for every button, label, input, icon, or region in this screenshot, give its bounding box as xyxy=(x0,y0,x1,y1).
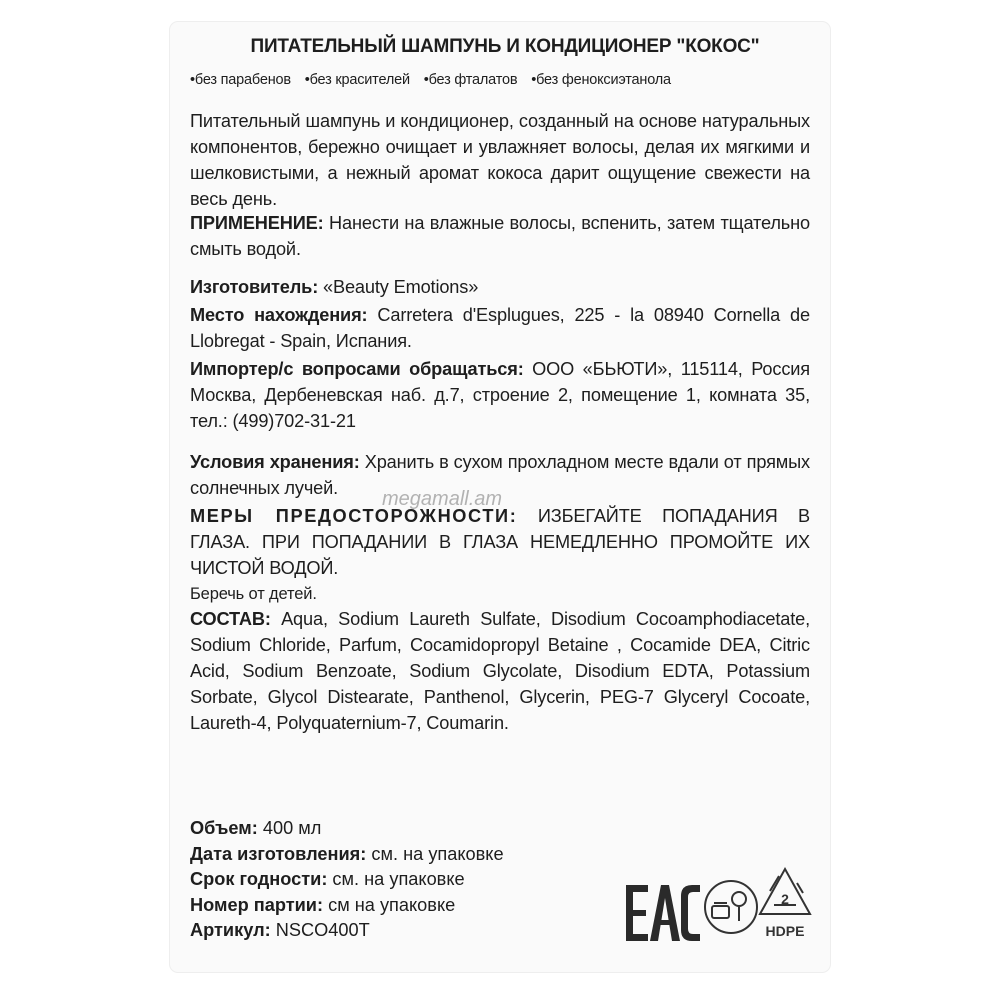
location-label: Место нахождения: xyxy=(190,305,368,325)
storage-text: Хранить в сухом прохладном месте вдали от прямых солнечных лучей. xyxy=(190,452,810,498)
claim-item: •без красителей xyxy=(304,72,410,88)
volume-label: Объем: xyxy=(190,818,258,838)
manufacturer-label: Изготовитель: xyxy=(190,277,319,297)
claim-item: •без фталатов xyxy=(423,72,518,88)
storage-label: Условия хранения: xyxy=(190,452,360,472)
volume-value: 400 мл xyxy=(257,818,322,838)
watermark: megamall.am xyxy=(382,488,503,510)
usage-text: Нанести на влажные волосы, вспенить, затем тщательно смыть водой. xyxy=(190,213,810,259)
article-value: NSCO400T xyxy=(270,920,370,940)
recycle-label: HDPE xyxy=(765,923,805,939)
eac-mark-icon xyxy=(626,885,700,941)
expiry-label: Срок годности: xyxy=(190,869,328,889)
composition-label: СОСТАВ: xyxy=(190,609,271,629)
importer-label: Импортер/с вопросами обращаться: xyxy=(190,359,524,379)
precautions-text: ИЗБЕГАЙТЕ ПОПАДАНИЯ В ГЛАЗА. ПРИ ПОПАДАНИИ В ГЛАЗА НЕМЕДЛЕННО ПРОМОЙТЕ ИХ ЧИСТОЙ ВОДОЙ. xyxy=(190,506,810,578)
location-text: Carretera d'Esplugues, 225 - la 08940 Cornella de Llobregat - Spain, Испания. xyxy=(190,305,810,351)
precautions-label: МЕРЫ ПРЕДОСТОРОЖНОСТИ: xyxy=(190,506,518,526)
cosmetics-jar-mirror-icon xyxy=(705,881,757,933)
claim-item: •без парабенов xyxy=(190,72,291,88)
product-title: ПИТАТЕЛЬНЫЙ ШАМПУНЬ И КОНДИЦИОНЕР "КОКОС" xyxy=(250,36,760,57)
claim-item: •без феноксиэтанола xyxy=(531,72,671,88)
children-warning: Беречь от детей. xyxy=(190,585,317,603)
manufacture-date-value: см. на упаковке xyxy=(366,843,504,864)
expiry-value: см. на упаковке xyxy=(327,869,465,889)
recycle-number: 2 xyxy=(781,891,789,907)
article-label: Артикул: xyxy=(190,920,271,940)
manufacturer-text: «Beauty Emotions» xyxy=(318,277,479,297)
description: Питательный шампунь и кондиционер, созданный на основе натуральных компонентов, бережно очищает и увлажняет волосы, делая их мягкими и шелковистыми, а нежный аромат кокоса дарит ощущение свежести на весь день. xyxy=(190,111,810,209)
manufacture-date-label: Дата изготовления: xyxy=(190,843,367,864)
batch-label: Номер партии: xyxy=(190,894,324,915)
composition-text: Aqua, Sodium Laureth Sulfate, Disodium Cocoamphodiacetate, Sodium Chloride, Parfum, Cocamidopropyl Betaine , Cocamide DEA, Citric Acid, Sodium Benzoate, Sodium Glycolate, Disodium EDTA, Potassium Sorbate, Glycol Distearate, Panthenol, Glycerin, PEG-7 Glyceryl Cocoate, Laureth-4, Polyquaternium-7, Coumarin. xyxy=(190,609,810,733)
usage-label: ПРИМЕНЕНИЕ: xyxy=(190,213,324,233)
importer-text: ООО «БЬЮТИ», 115114, Россия Москва, Дербеневская наб. д.7, строение 2, помещение 1, комната 35, тел.: (499)702-31-21 xyxy=(190,359,810,431)
batch-value: см на упаковке xyxy=(323,894,456,915)
